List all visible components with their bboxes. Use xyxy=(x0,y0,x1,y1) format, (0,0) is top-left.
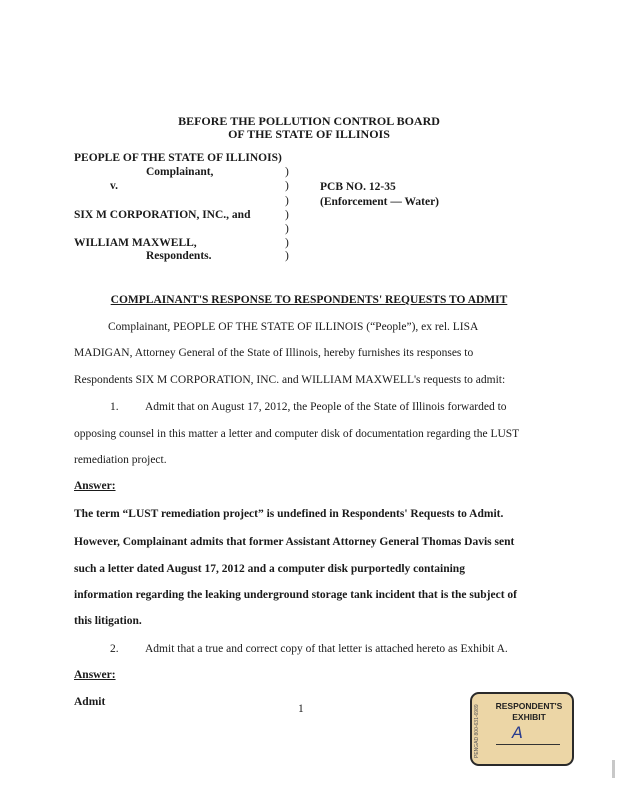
caption-paren: ) xyxy=(285,180,289,192)
plaintiff-role: Complainant, xyxy=(146,166,214,178)
caption-paren: ) xyxy=(285,195,289,207)
versus: v. xyxy=(110,180,118,192)
caption-paren: ) xyxy=(285,237,289,249)
stamp-underline xyxy=(496,744,560,745)
answer-line: this litigation. xyxy=(74,615,142,627)
defendant-2: WILLIAM MAXWELL, xyxy=(74,237,197,249)
request-text-line: Admit that a true and correct copy of that letter is attached hereto as Exhibit A. xyxy=(145,643,508,655)
case-number: PCB NO. 12-35 xyxy=(320,181,396,193)
stamp-label-line2: EXHIBIT xyxy=(512,712,546,722)
stamp-side-text: PENGAD 800-631-6989 xyxy=(474,704,480,758)
answer-label: Answer: xyxy=(74,480,116,492)
answer-label: Answer: xyxy=(74,669,116,681)
answer-line: Admit xyxy=(74,696,106,708)
request-text-line: opposing counsel in this matter a letter and computer disk of documentation regarding the LUST xyxy=(74,428,520,440)
intro-line: Complainant, PEOPLE OF THE STATE OF ILLINOIS (“People”), ex rel. LISA xyxy=(108,321,479,333)
answer-line: However, Complainant admits that former Assistant Attorney General Thomas Davis sent xyxy=(74,536,515,548)
request-text-line: Admit that on August 17, 2012, the People of the State of Illinois forwarded to xyxy=(145,401,507,413)
document-title: COMPLAINANT'S RESPONSE TO RESPONDENTS' REQUESTS TO ADMIT xyxy=(110,294,508,306)
intro-line: Respondents SIX M CORPORATION, INC. and WILLIAM MAXWELL's requests to admit: xyxy=(74,374,506,386)
caption-paren: ) xyxy=(285,166,289,178)
exhibit-stamp xyxy=(470,692,574,766)
answer-line: information regarding the leaking underground storage tank incident that is the subject of xyxy=(74,589,517,601)
defendant-1: SIX M CORPORATION, INC., and xyxy=(74,209,251,221)
defendant-role: Respondents. xyxy=(146,250,212,262)
intro-line: MADIGAN, Attorney General of the State of Illinois, hereby furnishes its responses to xyxy=(74,347,474,359)
answer-line: such a letter dated August 17, 2012 and a computer disk purportedly containing xyxy=(74,563,465,575)
request-text-line: remediation project. xyxy=(74,454,167,466)
plaintiff-name: PEOPLE OF THE STATE OF ILLINOIS) xyxy=(74,152,282,164)
request-number: 1. xyxy=(110,401,119,413)
caption-paren: ) xyxy=(285,223,289,235)
stamp-handwritten-letter: A xyxy=(512,723,523,742)
board-heading-line1: BEFORE THE POLLUTION CONTROL BOARD xyxy=(178,114,440,128)
answer-line: The term “LUST remediation project” is undefined in Respondents' Requests to Admit. xyxy=(74,508,504,520)
page-number: 1 xyxy=(298,703,304,715)
case-type: (Enforcement — Water) xyxy=(320,196,440,208)
stamp-label-line1: RESPONDENT'S xyxy=(495,701,563,711)
board-heading-line2: OF THE STATE OF ILLINOIS xyxy=(228,127,390,141)
caption-paren: ) xyxy=(285,250,289,262)
request-number: 2. xyxy=(110,643,119,655)
caption-paren: ) xyxy=(285,209,289,221)
scan-edge-mark xyxy=(612,760,615,778)
